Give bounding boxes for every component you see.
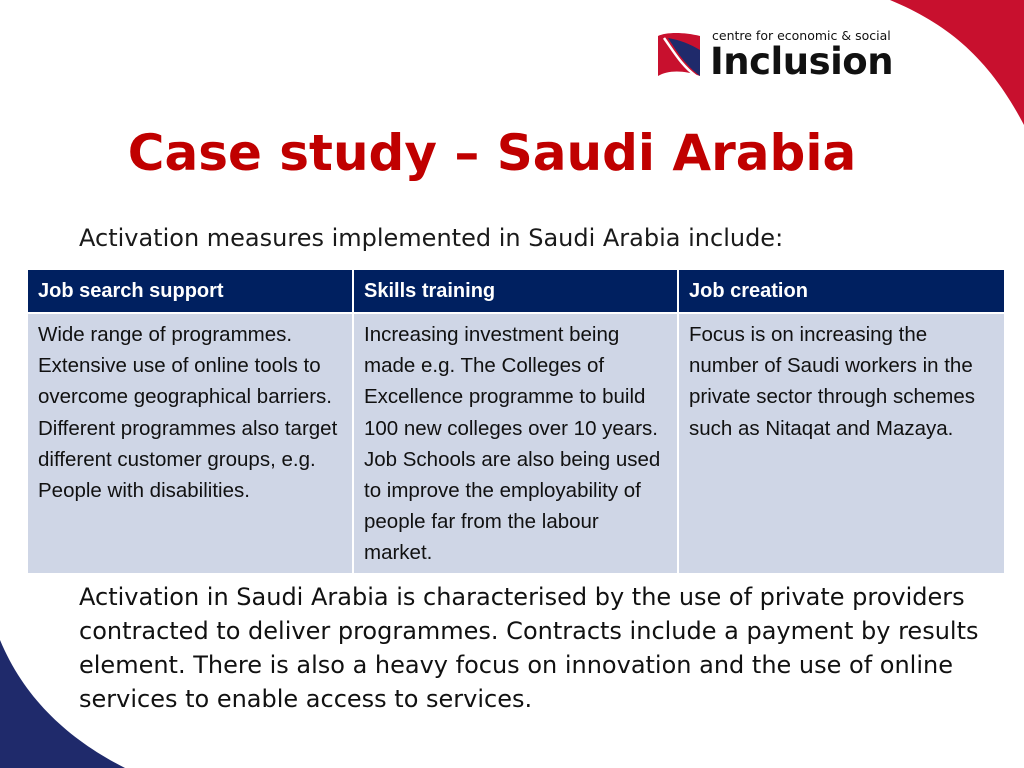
logo-name: Inclusion <box>710 40 894 83</box>
summary-text: Activation in Saudi Arabia is characterised by the use of private providers contracted to deliver programmes. Contracts include a payment by results element. There is also a heavy focus on innovation and the use of online services to enable access to services. <box>79 583 979 713</box>
page-title: Case study – Saudi Arabia <box>127 124 857 182</box>
intro-text: Activation measures implemented in Saudi Arabia include: <box>79 224 784 252</box>
logo <box>654 28 904 84</box>
table-row <box>28 313 1004 573</box>
activation-measures-table <box>28 270 1004 573</box>
cell-job-creation: Focus is on increasing the number of Saudi workers in the private sector through schemes such as Nitaqat and Mazaya. <box>678 313 1004 573</box>
header-skills-training: Skills training <box>353 270 678 313</box>
logo-tagline: centre for economic & social <box>712 28 891 43</box>
header-job-creation: Job creation <box>678 270 1004 313</box>
cell-skills-training: Increasing investment being made e.g. The Colleges of Excellence programme to build 100 new colleges over 10 years. Job Schools are also being used to improve the employability of people far from the labour market. <box>353 313 678 573</box>
cell-job-search-support: Wide range of programmes. Extensive use of online tools to overcome geographical barriers. Different programmes also target different customer groups, e.g. People with disabilities. <box>28 313 353 573</box>
header-job-search-support: Job search support <box>28 270 353 313</box>
table-header-row <box>28 270 1004 313</box>
logo-mark-icon <box>654 30 704 80</box>
red-swoosh-shape <box>890 0 1024 125</box>
